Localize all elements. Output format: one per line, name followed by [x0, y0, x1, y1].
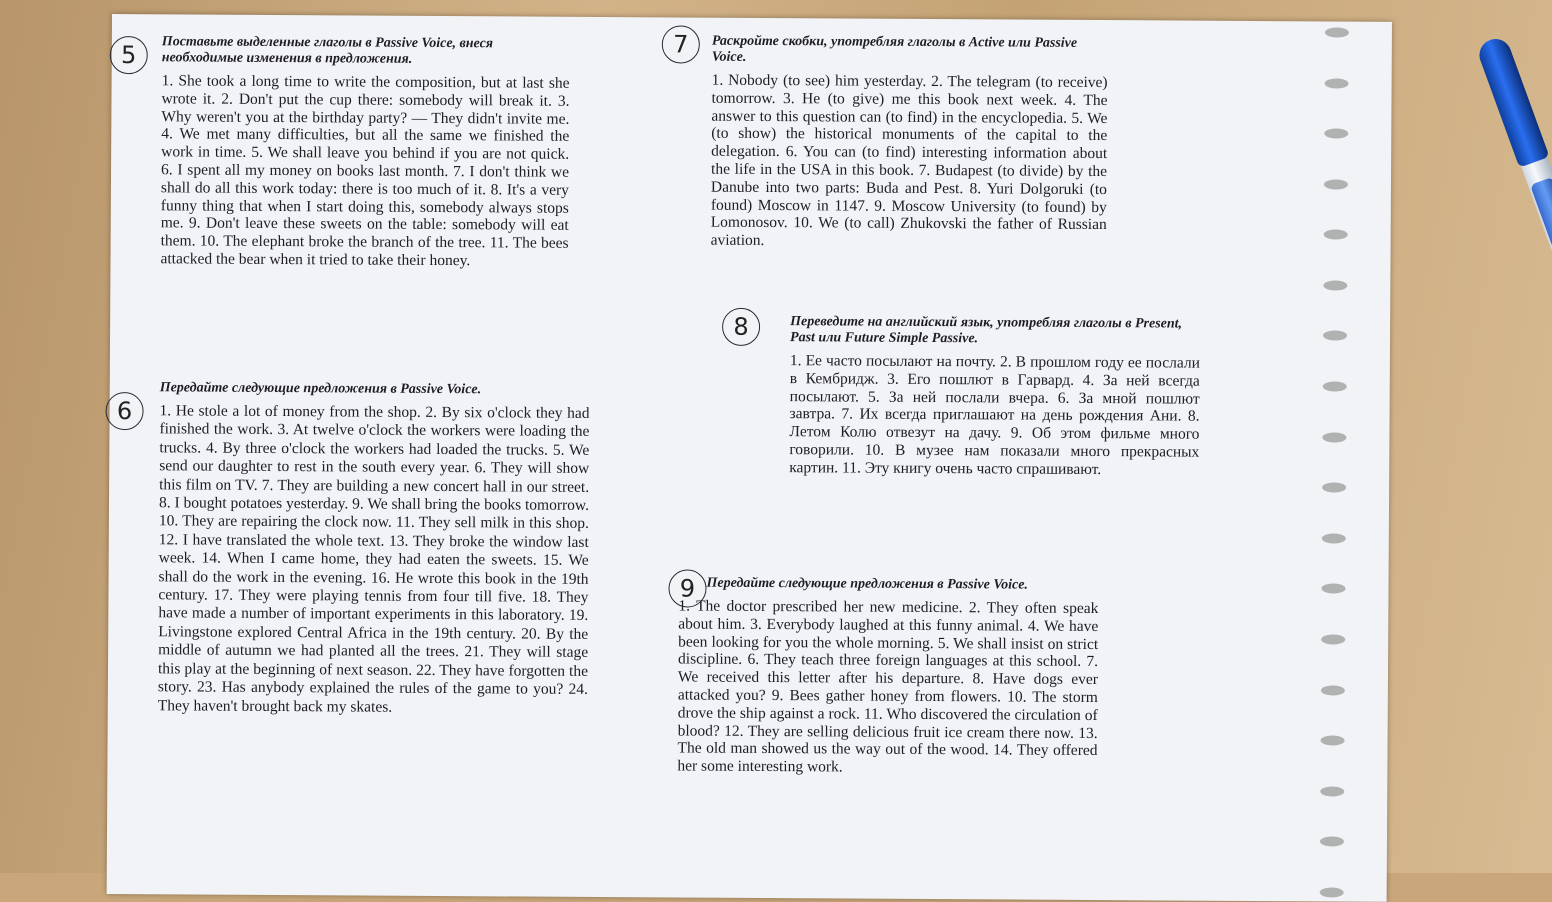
- exercise-6-text: 1. He stole a lot of money from the shop. 2. By six o'clock they had finished the work. 3. At twelve o'clock the workers were loading the trucks. 4. By three o'clock the workers had loaded the trucks. 5. We send our daughter to rest in the south every year. 6. They will show this film on TV. 7. They are building a new concert hall in our street. 8. I bought potatoes yesterday. 9. We shall bring the books tomorrow. 10. They are repairing the clock now. 11. They sell milk in this shop. 12. I have translated the whole text. 13. They broke the window last week. 14. When I came home, they had eaten the sweets. 15. We shall do the work in the evening. 16. He wrote this book in the 19th century. 17. They were playing tennis from four till five. 18. They have made a number of important experiments in this laboratory. 19. Livingstone explored Central Africa in the 19th century. 20. By the middle of autumn we had planted all the trees. 21. They will stage this play at the beginning of next season. 22. They have forgotten the story. 23. Has anybody explained the rules of the game to you? 24. They haven't brought back my skates.: [157, 402, 590, 716]
- binding-hole: [1321, 533, 1345, 543]
- binding-hole: [1322, 483, 1346, 493]
- binding-hole: [1321, 584, 1345, 594]
- binding-hole: [1319, 887, 1343, 897]
- binding-hole: [1323, 230, 1347, 240]
- binding-hole: [1320, 735, 1344, 745]
- exercise-5: [160, 34, 569, 270]
- exercise-8-instruction: Переведите на английский язык, употребляя глаголы в Present, Past или Future Simple Passive.: [789, 314, 1183, 347]
- binding-hole: [1324, 129, 1348, 139]
- worksheet-page: [107, 14, 1392, 902]
- binding-hole: [1321, 634, 1345, 644]
- binding-hole: [1324, 78, 1348, 88]
- exercise-6: [158, 380, 590, 718]
- exercise-9-instruction: Передайте следующие предложения в Passive Voice.: [706, 575, 1029, 593]
- exercise-9: [677, 575, 1098, 778]
- binding-hole: [1322, 432, 1346, 442]
- exercise-6-number: 6: [105, 392, 143, 430]
- binding-hole: [1320, 786, 1344, 796]
- binding-hole: [1323, 179, 1347, 189]
- exercise-7-instruction: Раскройте скобки, употребляя глаголы в Active или Passive Voice.: [711, 33, 1078, 65]
- binding-hole: [1324, 27, 1348, 37]
- binding-hole: [1322, 381, 1346, 391]
- exercise-7: [711, 34, 1108, 252]
- exercise-5-number: 5: [110, 36, 148, 74]
- exercise-9-number: 9: [668, 569, 706, 607]
- binding-hole: [1319, 837, 1343, 847]
- exercise-6-instruction: Передайте следующие предложения в Passive Voice.: [159, 380, 482, 398]
- exercise-7-text: 1. Nobody (to see) him yesterday. 2. The telegram (to receive) tomorrow. 3. He (to give) me this book next week. 4. The answer to this question can (to find) in the encyclopedia. 5. We (to show) the historical monuments of the capital to the delegation. 6. You can (to find) interesting information about the life in the USA in this book. 7. Budapest (to divide) by the Danube into two parts: Buda and Pest. 8. Yuri Dolgoruki (to found) Moscow in 1147. 9. Moscow University (to found) by Lomonosov. 10. We (to call) Zhukovski the father of Russian aviation.: [710, 71, 1108, 250]
- exercise-5-instruction: Поставьте выделенные глаголы в Passive Voice, внеся необходимые изменения в предложения.: [161, 34, 494, 67]
- binding-hole: [1323, 280, 1347, 290]
- exercise-7-number: 7: [662, 25, 700, 63]
- binding-holes: [1284, 27, 1384, 898]
- exercise-8: [789, 314, 1200, 479]
- exercise-8-number: 8: [722, 308, 760, 346]
- binding-hole: [1320, 685, 1344, 695]
- exercise-5-text: 1. She took a long time to write the composition, but at last she wrote it. 2. Don't put the cup there: somebody will break it. 3. Why weren't you at the birthday party? — They didn't invite me. 4. We met many difficulties, but all the same we finished the work in time. 5. We shall leave you behind if you are not quick. 6. I spent all my money on books last month. 7. I don't think we shall do all this work today: there is too much of it. 8. It's a very funny thing that when I start doing this, somebody always stops me. 9. Don't leave these sweets on the table: somebody will eat them. 10. The elephant broke the branch of the tree. 11. The bees attacked the bear when it tried to take their honey.: [160, 72, 570, 270]
- exercise-8-text: 1. Ее часто посылают на почту. 2. В прошлом году ее послали в Кембридж. 3. Его пошлют в Гарвард. 4. За ней всегда посылают. 5. За ней послали вчера. 6. За мной пошлют завтра. 7. Их всегда приглашают на день рождения Ани. 8. Летом Колю отвезут на дачу. 9. Об этом фильме много говорили. 10. В музее нам показали много прекрасных картин. 11. Эту книгу очень часто спрашивают.: [789, 352, 1200, 478]
- exercise-9-text: 1. The doctor prescribed her new medicine. 2. They often speak about him. 3. Everybody laughed at this funny animal. 4. We have been looking for you the whole morning. 5. We shall insist on strict discipline. 6. They teach three foreign languages at this school. 7. We received this letter after his departure. 8. Have dogs ever attacked you? 9. Bees gather honey from flowers. 10. The storm drove the ship against a rock. 11. Who discovered the circulation of blood? 12. They are selling delicious fruit ice cream there now. 13. The old man showed us the way out of the wood. 14. They offered her some interesting work.: [677, 597, 1099, 776]
- binding-hole: [1323, 331, 1347, 341]
